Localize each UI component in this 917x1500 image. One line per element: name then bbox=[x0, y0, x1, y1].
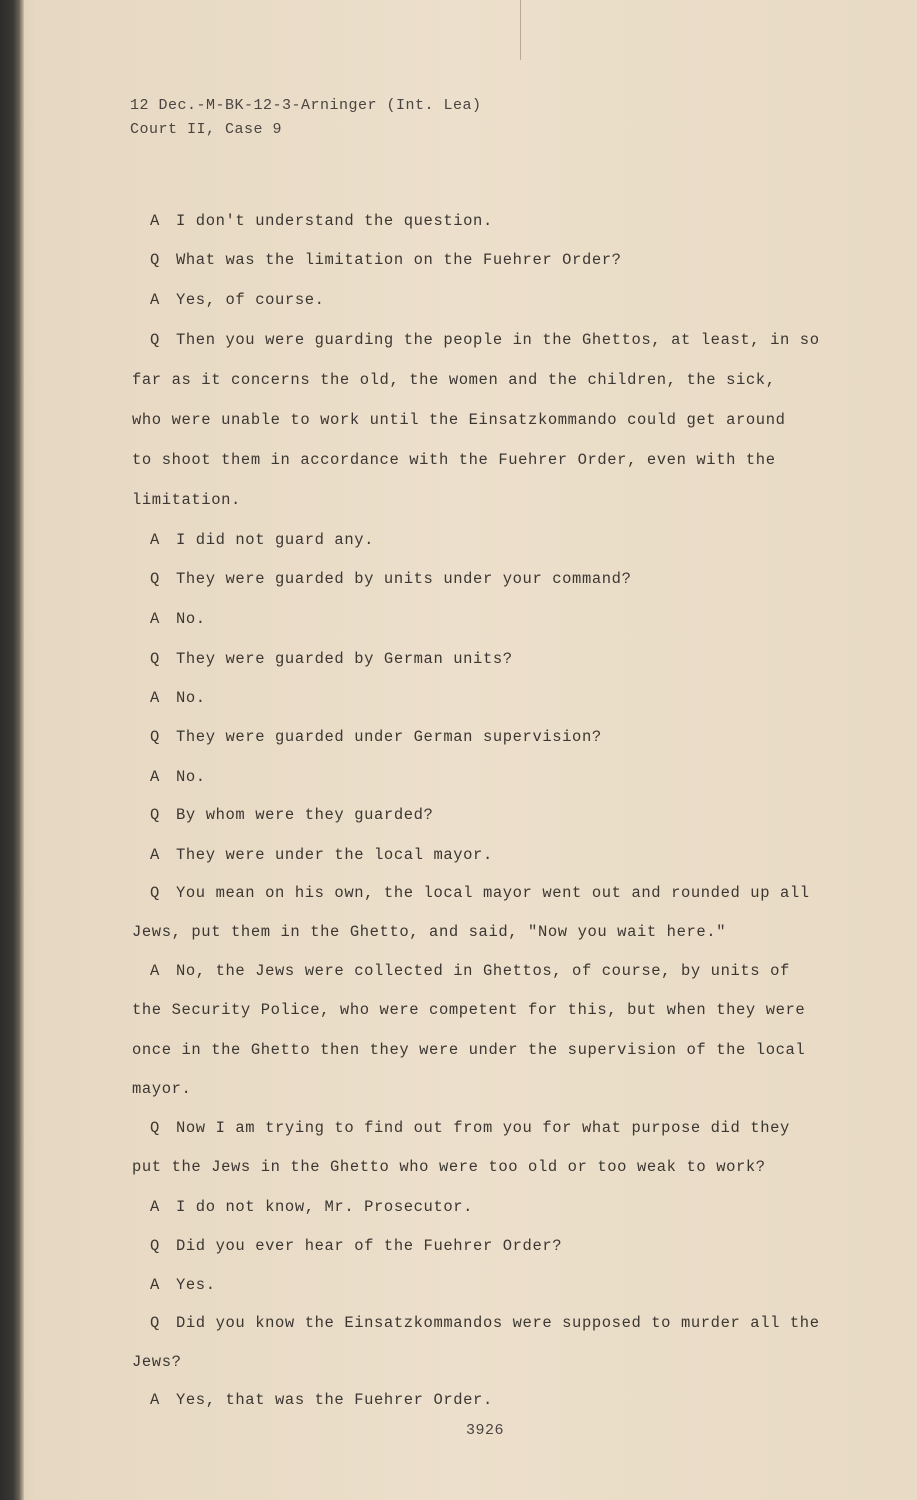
speaker-label: Q bbox=[150, 570, 160, 588]
speaker-label: A bbox=[150, 1198, 160, 1216]
transcript-line bbox=[150, 531, 374, 549]
transcript-line bbox=[132, 1353, 182, 1371]
speaker-label: Q bbox=[150, 331, 160, 349]
speaker-label: A bbox=[150, 212, 160, 230]
transcript-text: They were guarded by units under your command? bbox=[176, 570, 632, 588]
speaker-label: Q bbox=[150, 1237, 160, 1255]
transcript-line bbox=[150, 1198, 473, 1216]
transcript-line bbox=[132, 491, 241, 509]
speaker-label: Q bbox=[150, 1314, 160, 1332]
transcript-text: They were under the local mayor. bbox=[176, 846, 493, 864]
transcript-line bbox=[150, 650, 513, 668]
transcript-text: You mean on his own, the local mayor went out and rounded up all bbox=[176, 884, 810, 902]
transcript-line bbox=[150, 689, 206, 707]
transcript-line bbox=[150, 1237, 562, 1255]
transcript-line bbox=[150, 962, 790, 980]
transcript-line bbox=[132, 411, 786, 429]
speaker-label: Q bbox=[150, 1119, 160, 1137]
transcript-text: I do not know, Mr. Prosecutor. bbox=[176, 1198, 474, 1216]
transcript-line bbox=[150, 728, 602, 746]
transcript-line bbox=[150, 1276, 216, 1294]
speaker-label: A bbox=[150, 291, 160, 309]
speaker-label: Q bbox=[150, 251, 160, 269]
transcript-text: who were unable to work until the Einsatzkommando could get around bbox=[132, 411, 786, 429]
transcript-text: I did not guard any. bbox=[176, 531, 375, 549]
transcript-line bbox=[150, 1391, 493, 1409]
transcript-text: No. bbox=[176, 768, 206, 786]
speaker-label: A bbox=[150, 1391, 160, 1409]
speaker-label: A bbox=[150, 768, 160, 786]
transcript-text: No. bbox=[176, 610, 206, 628]
speaker-label: A bbox=[150, 1276, 160, 1294]
transcript-text: Then you were guarding the people in the Ghettos, at least, in so bbox=[176, 331, 820, 349]
transcript-line bbox=[150, 212, 493, 230]
transcript-line bbox=[150, 251, 622, 269]
transcript-text: Jews, put them in the Ghetto, and said, "Now you wait here." bbox=[132, 923, 727, 941]
binding-edge bbox=[0, 0, 24, 1500]
transcript-text: the Security Police, who were competent for this, but when they were bbox=[132, 1001, 806, 1019]
transcript-text: Jews? bbox=[132, 1353, 182, 1371]
transcript-line bbox=[150, 570, 631, 588]
transcript-line bbox=[132, 1041, 805, 1059]
speaker-label: A bbox=[150, 689, 160, 707]
transcript-line bbox=[132, 1158, 766, 1176]
transcript-text: far as it concerns the old, the women and the children, the sick, bbox=[132, 371, 776, 389]
transcript-line bbox=[150, 331, 820, 349]
transcript-text: Did you know the Einsatzkommandos were supposed to murder all the bbox=[176, 1314, 820, 1332]
transcript-line bbox=[132, 371, 776, 389]
transcript-text: Yes, of course. bbox=[176, 291, 325, 309]
transcript-line bbox=[132, 1080, 191, 1098]
transcript-text: No, the Jews were collected in Ghettos, of course, by units of bbox=[176, 962, 790, 980]
transcript-line bbox=[150, 806, 433, 824]
transcript-text: limitation. bbox=[132, 491, 241, 509]
transcript-line bbox=[150, 610, 206, 628]
court-case: Court II, Case 9 bbox=[130, 121, 283, 138]
page-number: 3926 bbox=[466, 1422, 505, 1439]
transcript-line bbox=[150, 1119, 790, 1137]
speaker-label: A bbox=[150, 962, 160, 980]
transcript-text: They were guarded under German supervision? bbox=[176, 728, 602, 746]
transcript-line bbox=[132, 923, 726, 941]
speaker-label: Q bbox=[150, 884, 160, 902]
transcript-line bbox=[132, 1001, 805, 1019]
document-reference: 12 Dec.-M-BK-12-3-Arninger (Int. Lea) bbox=[130, 97, 482, 114]
transcript-text: They were guarded by German units? bbox=[176, 650, 513, 668]
transcript-line bbox=[150, 291, 325, 309]
transcript-text: Yes, that was the Fuehrer Order. bbox=[176, 1391, 493, 1409]
transcript-text: to shoot them in accordance with the Fuehrer Order, even with the bbox=[132, 451, 776, 469]
speaker-label: Q bbox=[150, 728, 160, 746]
transcript-text: I don't understand the question. bbox=[176, 212, 493, 230]
transcript-line bbox=[150, 768, 206, 786]
transcript-line bbox=[150, 1314, 820, 1332]
transcript-text: Now I am trying to find out from you for what purpose did they bbox=[176, 1119, 790, 1137]
speaker-label: A bbox=[150, 531, 160, 549]
speaker-label: Q bbox=[150, 806, 160, 824]
transcript-line bbox=[132, 451, 776, 469]
transcript-text: once in the Ghetto then they were under the supervision of the local bbox=[132, 1041, 806, 1059]
transcript-text: By whom were they guarded? bbox=[176, 806, 434, 824]
speaker-label: Q bbox=[150, 650, 160, 668]
transcript-text: Did you ever hear of the Fuehrer Order? bbox=[176, 1237, 563, 1255]
transcript-line bbox=[150, 846, 493, 864]
transcript-text: What was the limitation on the Fuehrer Order? bbox=[176, 251, 622, 269]
transcript-line bbox=[150, 884, 810, 902]
transcript-text: Yes. bbox=[176, 1276, 216, 1294]
transcript-text: mayor. bbox=[132, 1080, 192, 1098]
transcript-text: put the Jews in the Ghetto who were too old or too weak to work? bbox=[132, 1158, 766, 1176]
document-header bbox=[130, 94, 482, 142]
speaker-label: A bbox=[150, 610, 160, 628]
speaker-label: A bbox=[150, 846, 160, 864]
transcript-text: No. bbox=[176, 689, 206, 707]
fold-mark bbox=[520, 0, 521, 60]
